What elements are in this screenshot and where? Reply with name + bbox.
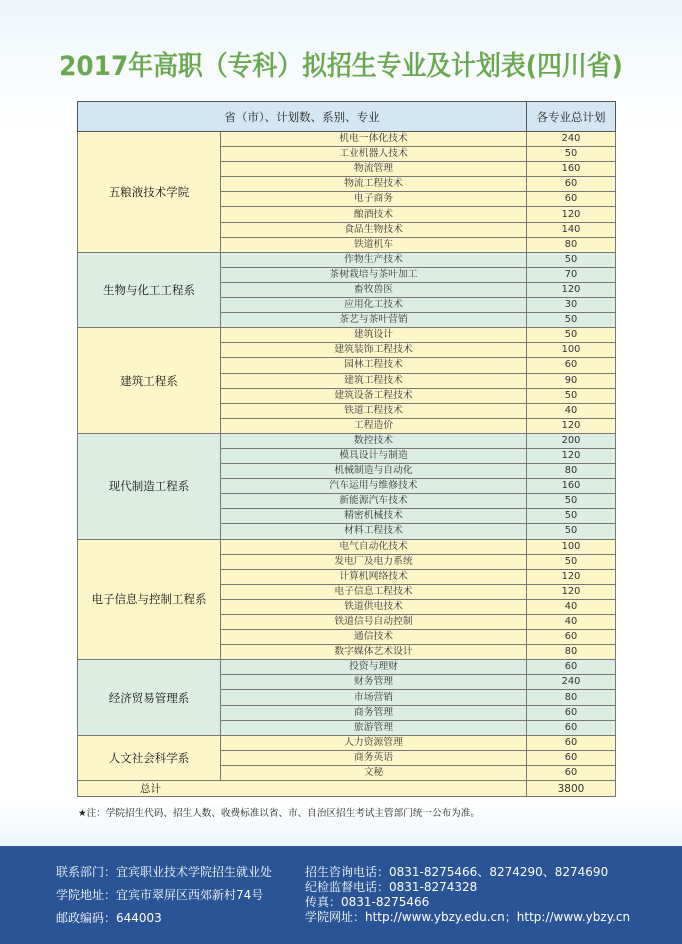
major-name-cell: 市场营销 (221, 690, 527, 705)
major-plan-cell: 120 (527, 418, 616, 433)
major-plan-cell: 120 (527, 282, 616, 297)
major-plan-cell: 240 (527, 675, 616, 690)
major-name-cell: 建筑设计 (221, 328, 527, 343)
table-row (78, 433, 616, 448)
major-plan-cell: 60 (527, 720, 616, 735)
major-name-cell: 电子信息工程技术 (221, 584, 527, 599)
major-name-cell: 酿酒技术 (221, 207, 527, 222)
major-plan-cell: 60 (527, 705, 616, 720)
major-plan-cell: 120 (527, 584, 616, 599)
department-cell: 电子信息与控制工程系 (78, 539, 221, 660)
major-name-cell: 铁道供电技术 (221, 599, 527, 614)
major-name-cell: 文秘 (221, 765, 527, 780)
postal-code: 邮政编码：644003 (56, 911, 162, 925)
table-row (78, 660, 616, 675)
major-name-cell: 商务英语 (221, 750, 527, 765)
major-plan-cell: 80 (527, 690, 616, 705)
major-plan-cell: 50 (527, 252, 616, 267)
major-name-cell: 食品生物技术 (221, 222, 527, 237)
major-name-cell: 商务管理 (221, 705, 527, 720)
major-plan-cell: 160 (527, 162, 616, 177)
major-name-cell: 电子商务 (221, 192, 527, 207)
major-name-cell: 物流管理 (221, 162, 527, 177)
major-name-cell: 建筑工程技术 (221, 373, 527, 388)
major-name-cell: 铁道工程技术 (221, 403, 527, 418)
major-name-cell: 畜牧兽医 (221, 282, 527, 297)
major-plan-cell: 50 (527, 494, 616, 509)
department-cell: 经济贸易管理系 (78, 660, 221, 735)
major-name-cell: 铁道信号自动控制 (221, 615, 527, 630)
major-plan-cell: 60 (527, 750, 616, 765)
major-plan-cell: 40 (527, 403, 616, 418)
major-name-cell: 茶树栽培与茶叶加工 (221, 267, 527, 282)
major-plan-cell: 50 (527, 313, 616, 328)
major-name-cell: 精密机械技术 (221, 509, 527, 524)
major-name-cell: 建筑装饰工程技术 (221, 343, 527, 358)
major-name-cell: 旅游管理 (221, 720, 527, 735)
major-name-cell: 物流工程技术 (221, 177, 527, 192)
major-plan-cell: 80 (527, 464, 616, 479)
major-plan-cell: 50 (527, 509, 616, 524)
major-plan-cell: 50 (527, 328, 616, 343)
major-name-cell: 机电一体化技术 (221, 132, 527, 147)
major-plan-cell: 80 (527, 645, 616, 660)
department-cell: 现代制造工程系 (78, 433, 221, 539)
major-plan-cell: 120 (527, 448, 616, 463)
major-name-cell: 园林工程技术 (221, 358, 527, 373)
major-name-cell: 发电厂及电力系统 (221, 554, 527, 569)
enrollment-plan-table (77, 101, 616, 797)
major-plan-cell: 80 (527, 237, 616, 252)
page-title: 2017年高职（专科）拟招生专业及计划表(四川省) (59, 51, 623, 82)
major-plan-cell: 60 (527, 765, 616, 780)
major-name-cell: 机械制造与自动化 (221, 464, 527, 479)
major-plan-cell: 40 (527, 615, 616, 630)
major-name-cell: 材料工程技术 (221, 524, 527, 539)
major-name-cell: 计算机网络技术 (221, 569, 527, 584)
major-name-cell: 工业机器人技术 (221, 147, 527, 162)
table-row (78, 132, 616, 147)
total-label: 总计 (78, 781, 527, 797)
major-plan-cell: 70 (527, 267, 616, 282)
major-name-cell: 工程造价 (221, 418, 527, 433)
table-row (78, 735, 616, 750)
major-name-cell: 应用化工技术 (221, 298, 527, 313)
major-plan-cell: 60 (527, 358, 616, 373)
footnote: ★注：学院招生代码、招生人数、收费标准以省、市、自治区招生考试主管部门统一公布为准。 (78, 808, 480, 819)
table-row (78, 328, 616, 343)
major-name-cell: 财务管理 (221, 675, 527, 690)
major-name-cell: 新能源汽车技术 (221, 494, 527, 509)
major-name-cell: 数字媒体艺术设计 (221, 645, 527, 660)
header-total-plan: 各专业总计划 (527, 102, 616, 132)
major-name-cell: 模具设计与制造 (221, 448, 527, 463)
major-plan-cell: 40 (527, 599, 616, 614)
school-website[interactable]: 学院网址：http://www.ybzy.edu.cn；http://www.ybzy.cn (305, 910, 631, 924)
department-cell: 建筑工程系 (78, 328, 221, 434)
major-plan-cell: 60 (527, 735, 616, 750)
department-cell: 五粮液技术学院 (78, 132, 221, 253)
major-name-cell: 通信技术 (221, 630, 527, 645)
major-plan-cell: 160 (527, 479, 616, 494)
major-plan-cell: 60 (527, 660, 616, 675)
major-plan-cell: 140 (527, 222, 616, 237)
major-plan-cell: 60 (527, 177, 616, 192)
department-cell: 人文社会科学系 (78, 735, 221, 780)
major-plan-cell: 50 (527, 388, 616, 403)
total-value: 3800 (527, 781, 616, 797)
major-name-cell: 作物生产技术 (221, 252, 527, 267)
major-name-cell: 建筑设备工程技术 (221, 388, 527, 403)
header-department-major: 省（市）、计划数、系别、专业 (78, 102, 527, 132)
major-plan-cell: 200 (527, 433, 616, 448)
major-name-cell: 电气自动化技术 (221, 539, 527, 554)
major-plan-cell: 90 (527, 373, 616, 388)
school-address: 学院地址：宜宾市翠屏区西郊新村74号 (56, 888, 264, 902)
major-plan-cell: 100 (527, 343, 616, 358)
contact-department: 联系部门：宜宾职业技术学院招生就业处 (56, 865, 273, 879)
supervision-phone: 纪检监督电话：0831-8274328 (305, 880, 478, 894)
major-plan-cell: 60 (527, 630, 616, 645)
enrollment-phone: 招生咨询电话：0831-8275466、8274290、8274690 (305, 865, 609, 879)
table-row (78, 539, 616, 554)
major-plan-cell: 50 (527, 554, 616, 569)
major-plan-cell: 100 (527, 539, 616, 554)
table-header-row (78, 102, 616, 132)
fax-number: 传真：0831-8275466 (305, 895, 430, 909)
major-name-cell: 茶艺与茶叶营销 (221, 313, 527, 328)
table-body (78, 132, 616, 797)
major-name-cell: 汽车运用与维修技术 (221, 479, 527, 494)
major-plan-cell: 120 (527, 569, 616, 584)
major-plan-cell: 60 (527, 192, 616, 207)
major-name-cell: 投资与理财 (221, 660, 527, 675)
major-plan-cell: 120 (527, 207, 616, 222)
major-plan-cell: 30 (527, 298, 616, 313)
department-cell: 生物与化工工程系 (78, 252, 221, 327)
major-plan-cell: 50 (527, 524, 616, 539)
major-name-cell: 人力资源管理 (221, 735, 527, 750)
major-plan-cell: 240 (527, 132, 616, 147)
contact-footer (0, 846, 682, 944)
major-name-cell: 数控技术 (221, 433, 527, 448)
table-row (78, 252, 616, 267)
major-plan-cell: 50 (527, 147, 616, 162)
major-name-cell: 铁道机车 (221, 237, 527, 252)
total-row (78, 781, 616, 797)
